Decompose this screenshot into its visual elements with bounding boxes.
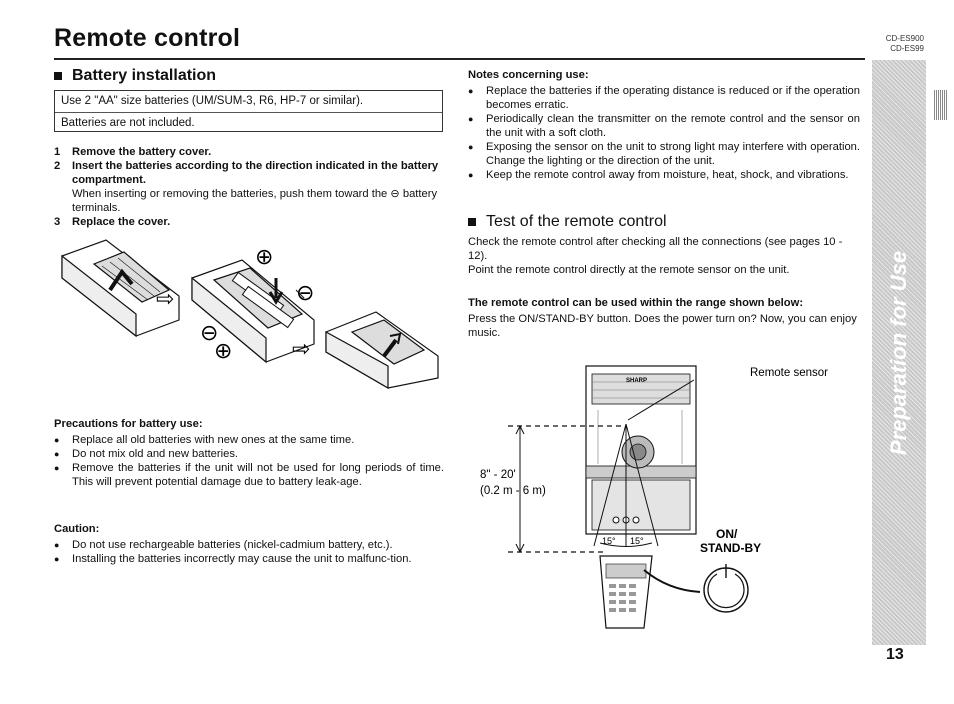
distance-meters-label: (0.2 m - 6 m) <box>480 485 546 497</box>
remote-sensor-label: Remote sensor <box>750 367 828 379</box>
list-item: ● Replace the batteries if the operating distance is reduced or if the operation becomes erratic. <box>468 84 860 112</box>
test-remote-title: Test of the remote control <box>486 213 667 230</box>
square-bullet-icon <box>468 218 476 226</box>
remote-range-illustration <box>468 360 863 635</box>
model-number: CD-ES99 <box>890 44 924 53</box>
arrow-right-icon: ⇨ <box>156 286 175 311</box>
caution-section <box>54 522 444 566</box>
list-item: ● Do not mix old and new batteries. <box>54 447 444 461</box>
paragraph: Press the ON/STAND-BY button. Does the power turn on? Now, you can enjoy music. <box>468 313 857 339</box>
precautions-heading: Precautions for battery use: <box>54 418 203 430</box>
caution-heading: Caution: <box>54 523 100 535</box>
list-item: ● Replace all old batteries with new ones at the same time. <box>54 433 444 447</box>
notes-section <box>468 68 860 182</box>
section-side-tab <box>872 60 926 645</box>
step-item <box>54 159 443 215</box>
step-item <box>54 215 443 229</box>
thumb-index-marks <box>934 90 948 120</box>
battery-info-line: Batteries are not included. <box>61 117 195 129</box>
test-remote-body <box>468 235 860 277</box>
list-item: ● Keep the remote control away from moisture, heat, shock, and vibrations. <box>468 168 860 182</box>
title-rule <box>54 58 865 60</box>
list-item: ● Remove the batteries if the unit will not be used for long periods of time. This will prevent potential damage due to battery leak-age. <box>54 461 444 489</box>
brand-logo: SHARP <box>626 378 648 384</box>
on-label: ON/ <box>716 527 738 541</box>
page-number: 13 <box>886 646 904 663</box>
battery-info-line: Use 2 "AA" size batteries (UM/SUM-3, R6, HP-7 or similar). <box>55 91 442 113</box>
minus-terminal-icon: ⊖ <box>200 320 219 345</box>
step-detail: When inserting or removing the batteries, push them toward the ⊖ battery terminals. <box>72 188 438 214</box>
minus-terminal-icon: ⊖ <box>296 280 315 305</box>
step-number: 2 <box>54 160 61 172</box>
plus-terminal-icon: ⊕ <box>214 338 233 363</box>
list-item: ● Exposing the sensor on the unit to strong light may interfere with operation. Change the lighting or the direction of the unit. <box>468 140 860 168</box>
battery-info-box <box>54 90 443 132</box>
arrow-right-icon: ⇨ <box>292 336 311 361</box>
distance-feet-label: 8" - 20' <box>480 469 516 481</box>
battery-steps <box>54 145 443 229</box>
notes-heading: Notes concerning use: <box>468 69 589 81</box>
plus-terminal-icon: ⊕ <box>255 244 274 269</box>
power-button-icon <box>704 564 748 612</box>
range-heading: The remote control can be used within the range shown below: <box>468 297 804 309</box>
battery-installation-title: Battery installation <box>72 67 217 84</box>
battery-installation-heading <box>54 67 216 85</box>
step-title: Insert the batteries according to the direction indicated in the battery compartment. <box>72 160 439 186</box>
step-number: 1 <box>54 146 61 158</box>
list-item: ● Do not use rechargeable batteries (nickel-cadmium battery, etc.). <box>54 538 444 552</box>
list-item: ● Installing the batteries incorrectly may cause the unit to malfunc-tion. <box>54 552 444 566</box>
list-item: ● Periodically clean the transmitter on the remote control and the sensor on the unit with a soft cloth. <box>468 112 860 140</box>
standby-label: STAND-BY <box>700 541 762 555</box>
paragraph: Point the remote control directly at the remote sensor on the unit. <box>468 264 790 276</box>
model-number: CD-ES900 <box>885 34 924 43</box>
side-tab-label: Preparation for Use <box>886 250 911 455</box>
square-bullet-icon <box>54 72 62 80</box>
step-title: Replace the cover. <box>72 216 171 228</box>
battery-installation-illustration <box>54 228 444 390</box>
battery-precautions <box>54 417 444 489</box>
test-remote-heading <box>468 213 667 231</box>
step-number: 3 <box>54 216 61 228</box>
paragraph: Check the remote control after checking all the connections (see pages 10 - 12). <box>468 236 843 262</box>
angle-left-label: 15° <box>602 536 616 546</box>
page-title: Remote control <box>54 24 241 52</box>
range-section <box>468 296 860 340</box>
angle-right-label: 15° <box>630 536 644 546</box>
step-item <box>54 145 443 159</box>
step-title: Remove the battery cover. <box>72 146 212 158</box>
